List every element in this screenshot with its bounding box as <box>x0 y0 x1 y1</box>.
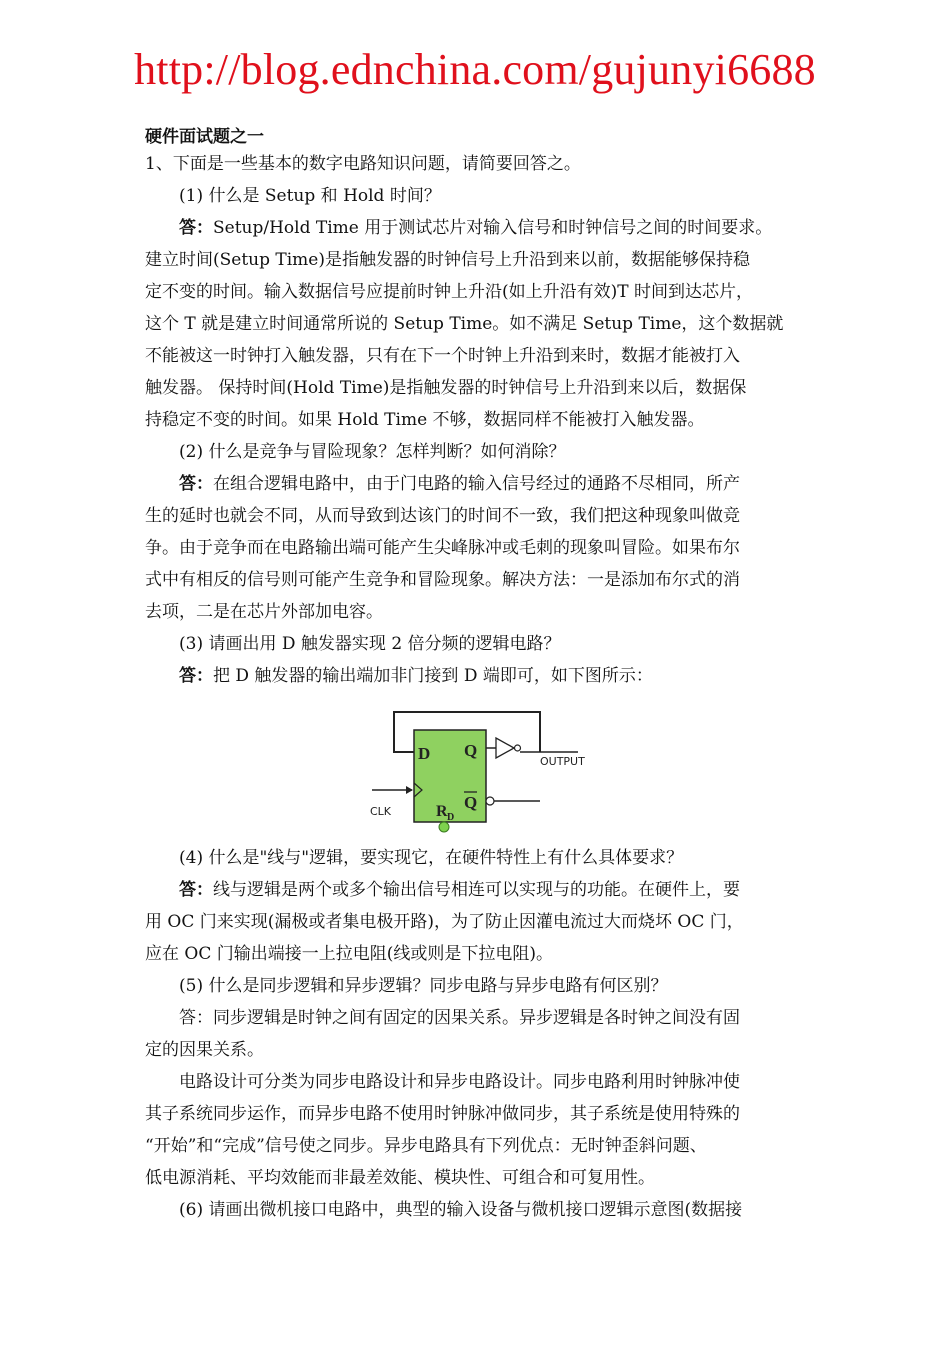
clk-label: CLK <box>370 805 392 818</box>
q1-line-4: 不能被这一时钟打入触发器，只有在下一个时钟上升沿到来时，数据才能被打入 <box>145 346 740 366</box>
q1-question: (1) 什么是 Setup 和 Hold 时间？ <box>179 186 441 206</box>
q4-answer <box>145 874 807 970</box>
q1-line-5: 触发器。 保持时间(Hold Time)是指触发器的时钟信号上升沿到来以后，数据保 <box>145 378 747 398</box>
q1-line-0: 答：Setup/Hold Time 用于测试芯片对输入信号和时钟信号之间的时间要求。 <box>179 218 773 238</box>
clk-arrow-icon <box>406 786 413 794</box>
q3-question: (3) 请画出用 D 触发器实现 2 倍分频的逻辑电路？ <box>179 634 561 654</box>
q5-line-0: 答：同步逻辑是时钟之间有固定的因果关系。异步逻辑是各时钟之间没有固 <box>179 1008 740 1028</box>
doc-title: 硬件面试题之一 <box>145 127 264 147</box>
d-flipflop-diagram <box>360 708 620 842</box>
q2-line-2: 争。由于竞争而在电路输出端可能产生尖峰脉冲或毛刺的现象叫冒险。如果布尔 <box>145 538 740 558</box>
qbar-label: Q <box>464 793 478 812</box>
rd-label: R <box>436 803 448 820</box>
q2-question: (2) 什么是竞争与冒险现象？怎样判断？如何消除？ <box>179 442 566 462</box>
d-flipflop-svg <box>360 708 620 838</box>
q1-answer-label: 答： <box>179 218 213 238</box>
q3-answer-text: 把 D 触发器的输出端加非门接到 D 端即可，如下图所示： <box>213 666 653 686</box>
q2-line-3: 式中有相反的信号则可能产生竞争和冒险现象。解决方法：一是添加布尔式的消 <box>145 570 740 590</box>
d-label: D <box>418 744 431 763</box>
q2-answer <box>145 468 807 628</box>
q4-line-2: 应在 OC 门输出端接一上拉电阻(线或则是下拉电阻)。 <box>145 944 554 964</box>
q-label: Q <box>464 741 478 760</box>
q2-line-0: 答：在组合逻辑电路中，由于门电路的输入信号经过的通路不尽相同，所产 <box>179 474 740 494</box>
q2-line-1: 生的延时也就会不同，从而导致到达该门的时间不一致，我们把这种现象叫做竞 <box>145 506 740 526</box>
header-url: http://blog.ednchina.com/gujunyi6688 <box>134 45 816 94</box>
q4-line-0: 答：线与逻辑是两个或多个输出信号相连可以实现与的功能。在硬件上，要 <box>179 880 740 900</box>
q4-question: (4) 什么是"线与"逻辑，要实现它，在硬件特性上有什么具体要求？ <box>179 848 684 868</box>
inverter-icon <box>496 738 514 758</box>
q5-p2-line-1: 其子系统同步运作，而异步电路不使用时钟脉冲做同步，其子系统是使用特殊的 <box>145 1104 740 1124</box>
q1-line-2: 定不变的时间。输入数据信号应提前时钟上升沿(如上升沿有效)T 时间到达芯片， <box>145 282 754 302</box>
q2-line-4: 去项，二是在芯片外部加电容。 <box>145 602 383 622</box>
q5-p2-line-0: 电路设计可分类为同步电路设计和异步电路设计。同步电路利用时钟脉冲使 <box>179 1072 740 1092</box>
q1-line-1: 建立时间(Setup Time)是指触发器的时钟信号上升沿到来以前，数据能够保持稳 <box>145 250 750 270</box>
q4-answer-label: 答： <box>179 880 213 900</box>
q1-answer <box>145 212 807 436</box>
q4-line-1: 用 OC 门来实现(漏极或者集电极开路)，为了防止因灌电流过大而烧坏 OC 门， <box>145 912 744 932</box>
inverter-bubble-icon <box>515 745 521 751</box>
q5-p2-line-3: 低电源消耗、平均效能而非最差效能、模块性、可组合和可复用性。 <box>145 1168 655 1188</box>
q5-paragraph-2 <box>145 1066 807 1194</box>
q5-answer <box>145 1002 807 1066</box>
q5-line-1: 定的因果关系。 <box>145 1040 264 1060</box>
qbar-bubble-icon <box>486 797 494 805</box>
q3-answer-label: 答： <box>179 666 213 686</box>
rd-dot-icon <box>439 822 449 832</box>
intro-line: 1、下面是一些基本的数字电路知识问题，请简要回答之。 <box>145 154 581 174</box>
q6-question: (6) 请画出微机接口电路中，典型的输入设备与微机接口逻辑示意图(数据接 <box>179 1200 743 1220</box>
q1-line-3: 这个 T 就是建立时间通常所说的 Setup Time。如不满足 Setup Time，这个数据就 <box>145 314 784 334</box>
output-label: OUTPUT <box>540 755 585 768</box>
q5-question: (5) 什么是同步逻辑和异步逻辑？同步电路与异步电路有何区别？ <box>179 976 668 996</box>
q1-line-6: 持稳定不变的时间。如果 Hold Time 不够，数据同样不能被打入触发器。 <box>145 410 705 430</box>
q2-answer-label: 答： <box>179 474 213 494</box>
q3-answer <box>179 660 653 692</box>
rd-subscript: D <box>447 812 455 823</box>
q5-p2-line-2: “开始”和“完成”信号使之同步。异步电路具有下列优点：无时钟歪斜问题、 <box>145 1136 707 1156</box>
